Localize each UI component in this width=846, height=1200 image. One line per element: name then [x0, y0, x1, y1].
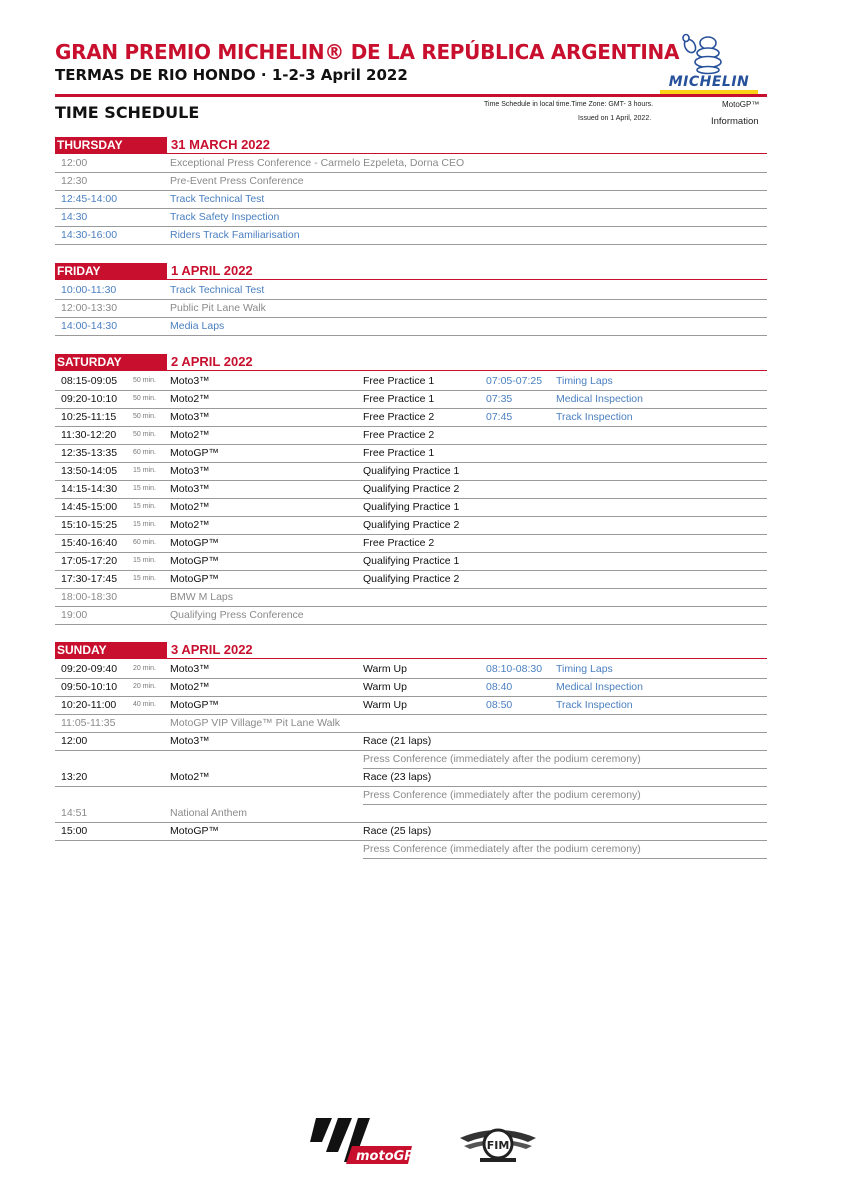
session-row [55, 678, 767, 697]
row-duration: 50 min. [133, 413, 156, 420]
row-time: 14:51 [61, 807, 88, 819]
schedule-row [55, 281, 767, 300]
row-time: 14:15-14:30 [61, 483, 118, 495]
row-event: Qualifying Practice 1 [363, 555, 460, 567]
row-duration: 60 min. [133, 539, 156, 546]
day-date: 3 APRIL 2022 [171, 642, 253, 657]
row-time: 12:00-13:30 [61, 302, 118, 314]
row-side-event: Track Inspection [556, 411, 633, 423]
row-class: Moto2™ [170, 501, 210, 513]
row-time: 19:00 [61, 609, 88, 621]
day-label: SUNDAY [55, 642, 167, 658]
race-row [55, 732, 767, 751]
row-side-event: Timing Laps [556, 375, 613, 387]
row-time: 14:00-14:30 [61, 320, 118, 332]
session-row [55, 480, 767, 499]
row-event: Qualifying Press Conference [170, 609, 304, 621]
day-label: SATURDAY [55, 354, 167, 370]
row-time: 13:20 [61, 771, 88, 783]
motogp-logo [308, 1112, 427, 1176]
row-side-time: 07:05-07:25 [486, 375, 543, 387]
row-time: 12:45-14:00 [61, 193, 118, 205]
fim-logo [458, 1120, 538, 1168]
row-class: Moto3™ [170, 663, 210, 675]
session-row [55, 660, 767, 679]
row-event: National Anthem [170, 807, 248, 819]
row-time: 14:30 [61, 211, 88, 223]
row-event: Race (25 laps) [363, 825, 432, 837]
session-row [55, 570, 767, 589]
row-event: Press Conference (immediately after the podium ceremony) [363, 789, 641, 801]
row-event: Free Practice 2 [363, 429, 435, 441]
row-event: Media Laps [170, 320, 225, 332]
schedule-row [55, 172, 767, 191]
motogp-logo-text: motoGP™ [356, 1149, 427, 1164]
row-event: Race (23 laps) [363, 771, 432, 783]
schedule-row [55, 804, 767, 823]
row-time: 15:40-16:40 [61, 537, 118, 549]
race-row [55, 822, 767, 841]
session-row [55, 516, 767, 535]
row-event: Qualifying Practice 2 [363, 519, 460, 531]
row-class: Moto3™ [170, 465, 210, 477]
row-event: Qualifying Practice 2 [363, 573, 460, 585]
row-event: Riders Track Familiarisation [170, 229, 300, 241]
row-time: 14:45-15:00 [61, 501, 118, 513]
row-time: 15:00 [61, 825, 88, 837]
schedule-row [55, 208, 767, 227]
bibendum-icon [678, 34, 728, 74]
row-class: MotoGP™ [170, 447, 220, 459]
time-schedule-heading: TIME SCHEDULE [55, 103, 200, 122]
row-time: 15:10-15:25 [61, 519, 118, 531]
row-event: Free Practice 1 [363, 447, 435, 459]
row-duration: 20 min. [133, 665, 156, 672]
row-time: 11:30-12:20 [61, 429, 117, 441]
row-duration: 50 min. [133, 395, 156, 402]
row-time: 12:35-13:35 [61, 447, 118, 459]
row-event: Warm Up [363, 663, 407, 675]
michelin-wordmark: MICHELIN [668, 74, 750, 90]
row-event: Press Conference (immediately after the podium ceremony) [363, 843, 641, 855]
row-duration: 15 min. [133, 467, 156, 474]
session-row [55, 498, 767, 517]
row-duration: 15 min. [133, 521, 156, 528]
row-side-time: 08:10-08:30 [486, 663, 543, 675]
row-event: Free Practice 2 [363, 411, 435, 423]
row-event: Qualifying Practice 1 [363, 501, 460, 513]
row-class: MotoGP™ [170, 825, 220, 837]
timezone-note: Time Schedule in local time.Time Zone: GMT- 3 hours. [484, 101, 654, 108]
row-event: Pre-Event Press Conference [170, 175, 304, 187]
row-duration: 15 min. [133, 485, 156, 492]
row-duration: 50 min. [133, 377, 156, 384]
day-date: 31 MARCH 2022 [171, 137, 270, 152]
row-class: MotoGP™ [170, 555, 220, 567]
fim-emblem-icon [458, 1120, 538, 1168]
row-side-event: Medical Inspection [556, 393, 643, 405]
session-row [55, 390, 767, 409]
press-conference-row [363, 786, 767, 805]
row-class: MotoGP™ [170, 699, 220, 711]
thursday-header [55, 137, 767, 154]
event-subtitle: TERMAS DE RIO HONDO · 1-2-3 April 2022 [55, 66, 408, 84]
row-side-time: 07:35 [486, 393, 513, 405]
row-event: MotoGP VIP Village™ Pit Lane Walk [170, 717, 341, 729]
row-class: Moto2™ [170, 429, 210, 441]
row-class: MotoGP™ [170, 537, 220, 549]
row-time: 13:50-14:05 [61, 465, 118, 477]
row-time: 09:20-09:40 [61, 663, 118, 675]
row-event: Qualifying Practice 1 [363, 465, 460, 477]
row-duration: 15 min. [133, 503, 156, 510]
row-time: 17:30-17:45 [61, 573, 118, 585]
row-side-event: Medical Inspection [556, 681, 643, 693]
row-time: 10:00-11:30 [61, 284, 117, 296]
row-side-event: Track Inspection [556, 699, 633, 711]
row-class: Moto2™ [170, 393, 210, 405]
day-date: 1 APRIL 2022 [171, 263, 253, 278]
row-duration: 50 min. [133, 431, 156, 438]
schedule-row [55, 190, 767, 209]
row-time: 18:00-18:30 [61, 591, 118, 603]
row-event: Qualifying Practice 2 [363, 483, 460, 495]
row-class: Moto3™ [170, 375, 210, 387]
row-class: Moto2™ [170, 681, 210, 693]
row-side-time: 08:40 [486, 681, 513, 693]
friday-header [55, 263, 767, 280]
row-class: Moto2™ [170, 771, 210, 783]
motogp-label: MotoGP™ [722, 100, 760, 109]
michelin-logo [660, 34, 760, 94]
row-time: 11:05-11:35 [61, 717, 116, 729]
press-conference-row [363, 840, 767, 859]
row-event: Track Technical Test [170, 284, 265, 296]
row-duration: 60 min. [133, 449, 156, 456]
row-class: MotoGP™ [170, 573, 220, 585]
schedule-row [55, 154, 767, 173]
session-row [55, 462, 767, 481]
session-row [55, 408, 767, 427]
row-event: Press Conference (immediately after the podium ceremony) [363, 753, 641, 765]
information-label: Information [711, 116, 759, 127]
row-duration: 15 min. [133, 575, 156, 582]
session-row [55, 552, 767, 571]
saturday-header [55, 354, 767, 371]
session-row [55, 534, 767, 553]
row-side-time: 08:50 [486, 699, 513, 711]
row-time: 14:30-16:00 [61, 229, 118, 241]
row-duration: 40 min. [133, 701, 156, 708]
row-side-event: Timing Laps [556, 663, 613, 675]
session-row [55, 372, 767, 391]
row-event: Track Safety Inspection [170, 211, 280, 223]
schedule-row [55, 606, 767, 625]
schedule-row [55, 226, 767, 245]
day-date: 2 APRIL 2022 [171, 354, 253, 369]
sunday-header [55, 642, 767, 659]
schedule-row [55, 299, 767, 318]
day-label: THURSDAY [55, 137, 167, 153]
session-row [55, 444, 767, 463]
press-conference-row [363, 750, 767, 769]
row-time: 09:20-10:10 [61, 393, 118, 405]
row-time: 12:30 [61, 175, 88, 187]
row-class: Moto3™ [170, 411, 210, 423]
row-time: 12:00 [61, 157, 88, 169]
row-class: Moto2™ [170, 519, 210, 531]
session-row [55, 696, 767, 715]
row-event: Warm Up [363, 681, 407, 693]
row-event: Track Technical Test [170, 193, 265, 205]
row-side-time: 07:45 [486, 411, 513, 423]
fim-logo-text: FIM [486, 1139, 510, 1152]
row-event: Free Practice 1 [363, 375, 435, 387]
row-event: Warm Up [363, 699, 407, 711]
row-time: 09:50-10:10 [61, 681, 118, 693]
row-event: Free Practice 2 [363, 537, 435, 549]
row-time: 12:00 [61, 735, 88, 747]
row-event: Race (21 laps) [363, 735, 432, 747]
row-time: 10:25-11:15 [61, 411, 117, 423]
row-class: Moto3™ [170, 483, 210, 495]
event-title: GRAN PREMIO MICHELIN® DE LA REPÚBLICA ARGENTINA [55, 40, 680, 64]
schedule-row [55, 317, 767, 336]
schedule-row [55, 714, 767, 733]
row-event: Free Practice 1 [363, 393, 435, 405]
row-class: Moto3™ [170, 735, 210, 747]
row-time: 08:15-09:05 [61, 375, 118, 387]
row-duration: 15 min. [133, 557, 156, 564]
row-event: Exceptional Press Conference - Carmelo Ezpeleta, Dorna CEO [170, 157, 465, 169]
day-label: FRIDAY [55, 263, 167, 279]
schedule-row [55, 588, 767, 607]
race-row [55, 768, 767, 787]
row-time: 10:20-11:00 [61, 699, 117, 711]
issued-note: Issued on 1 April, 2022. [578, 115, 652, 122]
row-event: Public Pit Lane Walk [170, 302, 266, 314]
row-duration: 20 min. [133, 683, 156, 690]
session-row [55, 426, 767, 445]
header-divider [55, 94, 767, 97]
motogp-mark-icon [308, 1112, 427, 1176]
row-event: BMW M Laps [170, 591, 234, 603]
row-time: 17:05-17:20 [61, 555, 118, 567]
